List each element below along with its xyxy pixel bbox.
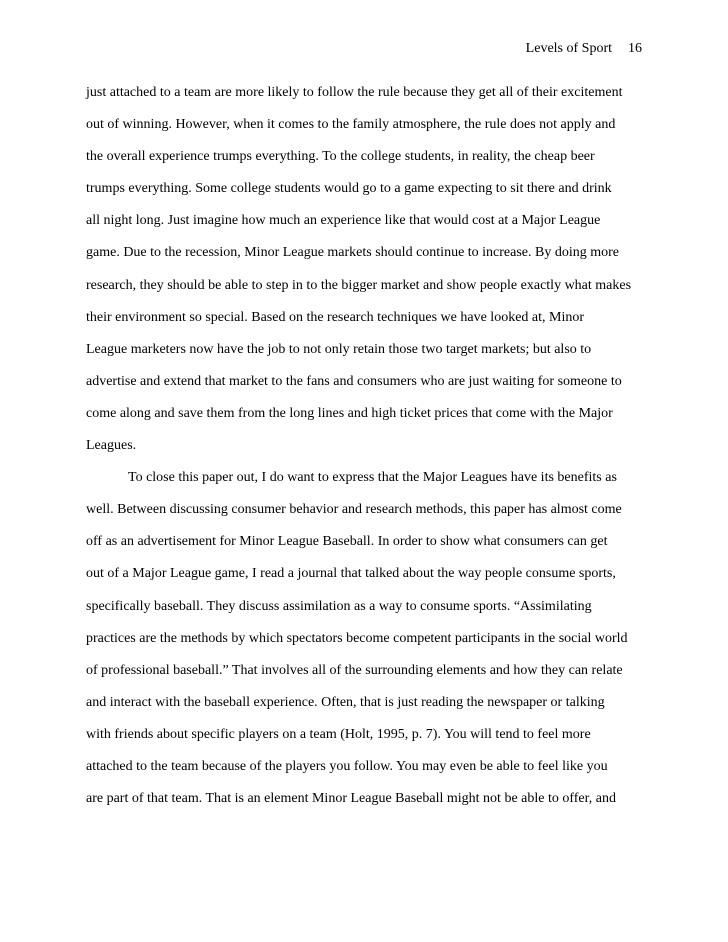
paragraph-first-line: To close this paper out, I do want to express that the Major Leagues have its benefits as [128, 470, 617, 486]
text-line: all night long. Just imagine how much an experience like that would cost at a Major League [86, 213, 601, 229]
page-number: 16 [628, 41, 642, 56]
text-line: with friends about specific players on a team (Holt, 1995, p. 7). You will tend to feel more [86, 726, 591, 742]
running-header [0, 39, 642, 59]
text-line: their environment so special. Based on the research techniques we have looked at, Minor [86, 309, 585, 325]
text-line: attached to the team because of the players you follow. You may even be able to feel like you [86, 758, 608, 774]
text-line: just attached to a team are more likely to follow the rule because they get all of their excitement [86, 85, 623, 100]
body-text [86, 83, 666, 821]
text-line: come along and save them from the long lines and high ticket prices that come with the Major [86, 405, 613, 421]
text-line: practices are the methods by which spectators become competent participants in the social world [86, 630, 628, 646]
text-line: of professional baseball.” That involves all of the surrounding elements and how they can relate [86, 662, 623, 678]
text-line: off as an advertisement for Minor League Baseball. In order to show what consumers can get [86, 534, 608, 550]
text-line: advertise and extend that market to the fans and consumers who are just waiting for someone to [86, 373, 622, 389]
text-line: game. Due to the recession, Minor League markets should continue to increase. By doing more [86, 245, 620, 261]
text-line: the overall experience trumps everything. To the college students, in reality, the cheap beer [86, 149, 595, 165]
text-line: out of winning. However, when it comes to the family atmosphere, the rule does not apply and [86, 117, 616, 133]
text-line: are part of that team. That is an element Minor League Baseball might not be able to offer, and [86, 791, 616, 807]
text-line: specifically baseball. They discuss assimilation as a way to consume sports. “Assimilating [86, 598, 592, 614]
running-head-title: Levels of Sport [525, 41, 612, 56]
text-line: League marketers now have the job to not only retain those two target markets; but also to [86, 341, 592, 357]
text-line: well. Between discussing consumer behavior and research methods, this paper has almost come [86, 502, 622, 518]
text-line: research, they should be able to step in to the bigger market and show people exactly what makes [86, 277, 632, 293]
text-line: trumps everything. Some college students would go to a game expecting to sit there and drink [86, 181, 612, 197]
text-line: and interact with the baseball experience. Often, that is just reading the newspaper or talking [86, 694, 605, 710]
text-line: out of a Major League game, I read a journal that talked about the way people consume sports, [86, 566, 616, 582]
text-line: Leagues. [86, 438, 137, 454]
